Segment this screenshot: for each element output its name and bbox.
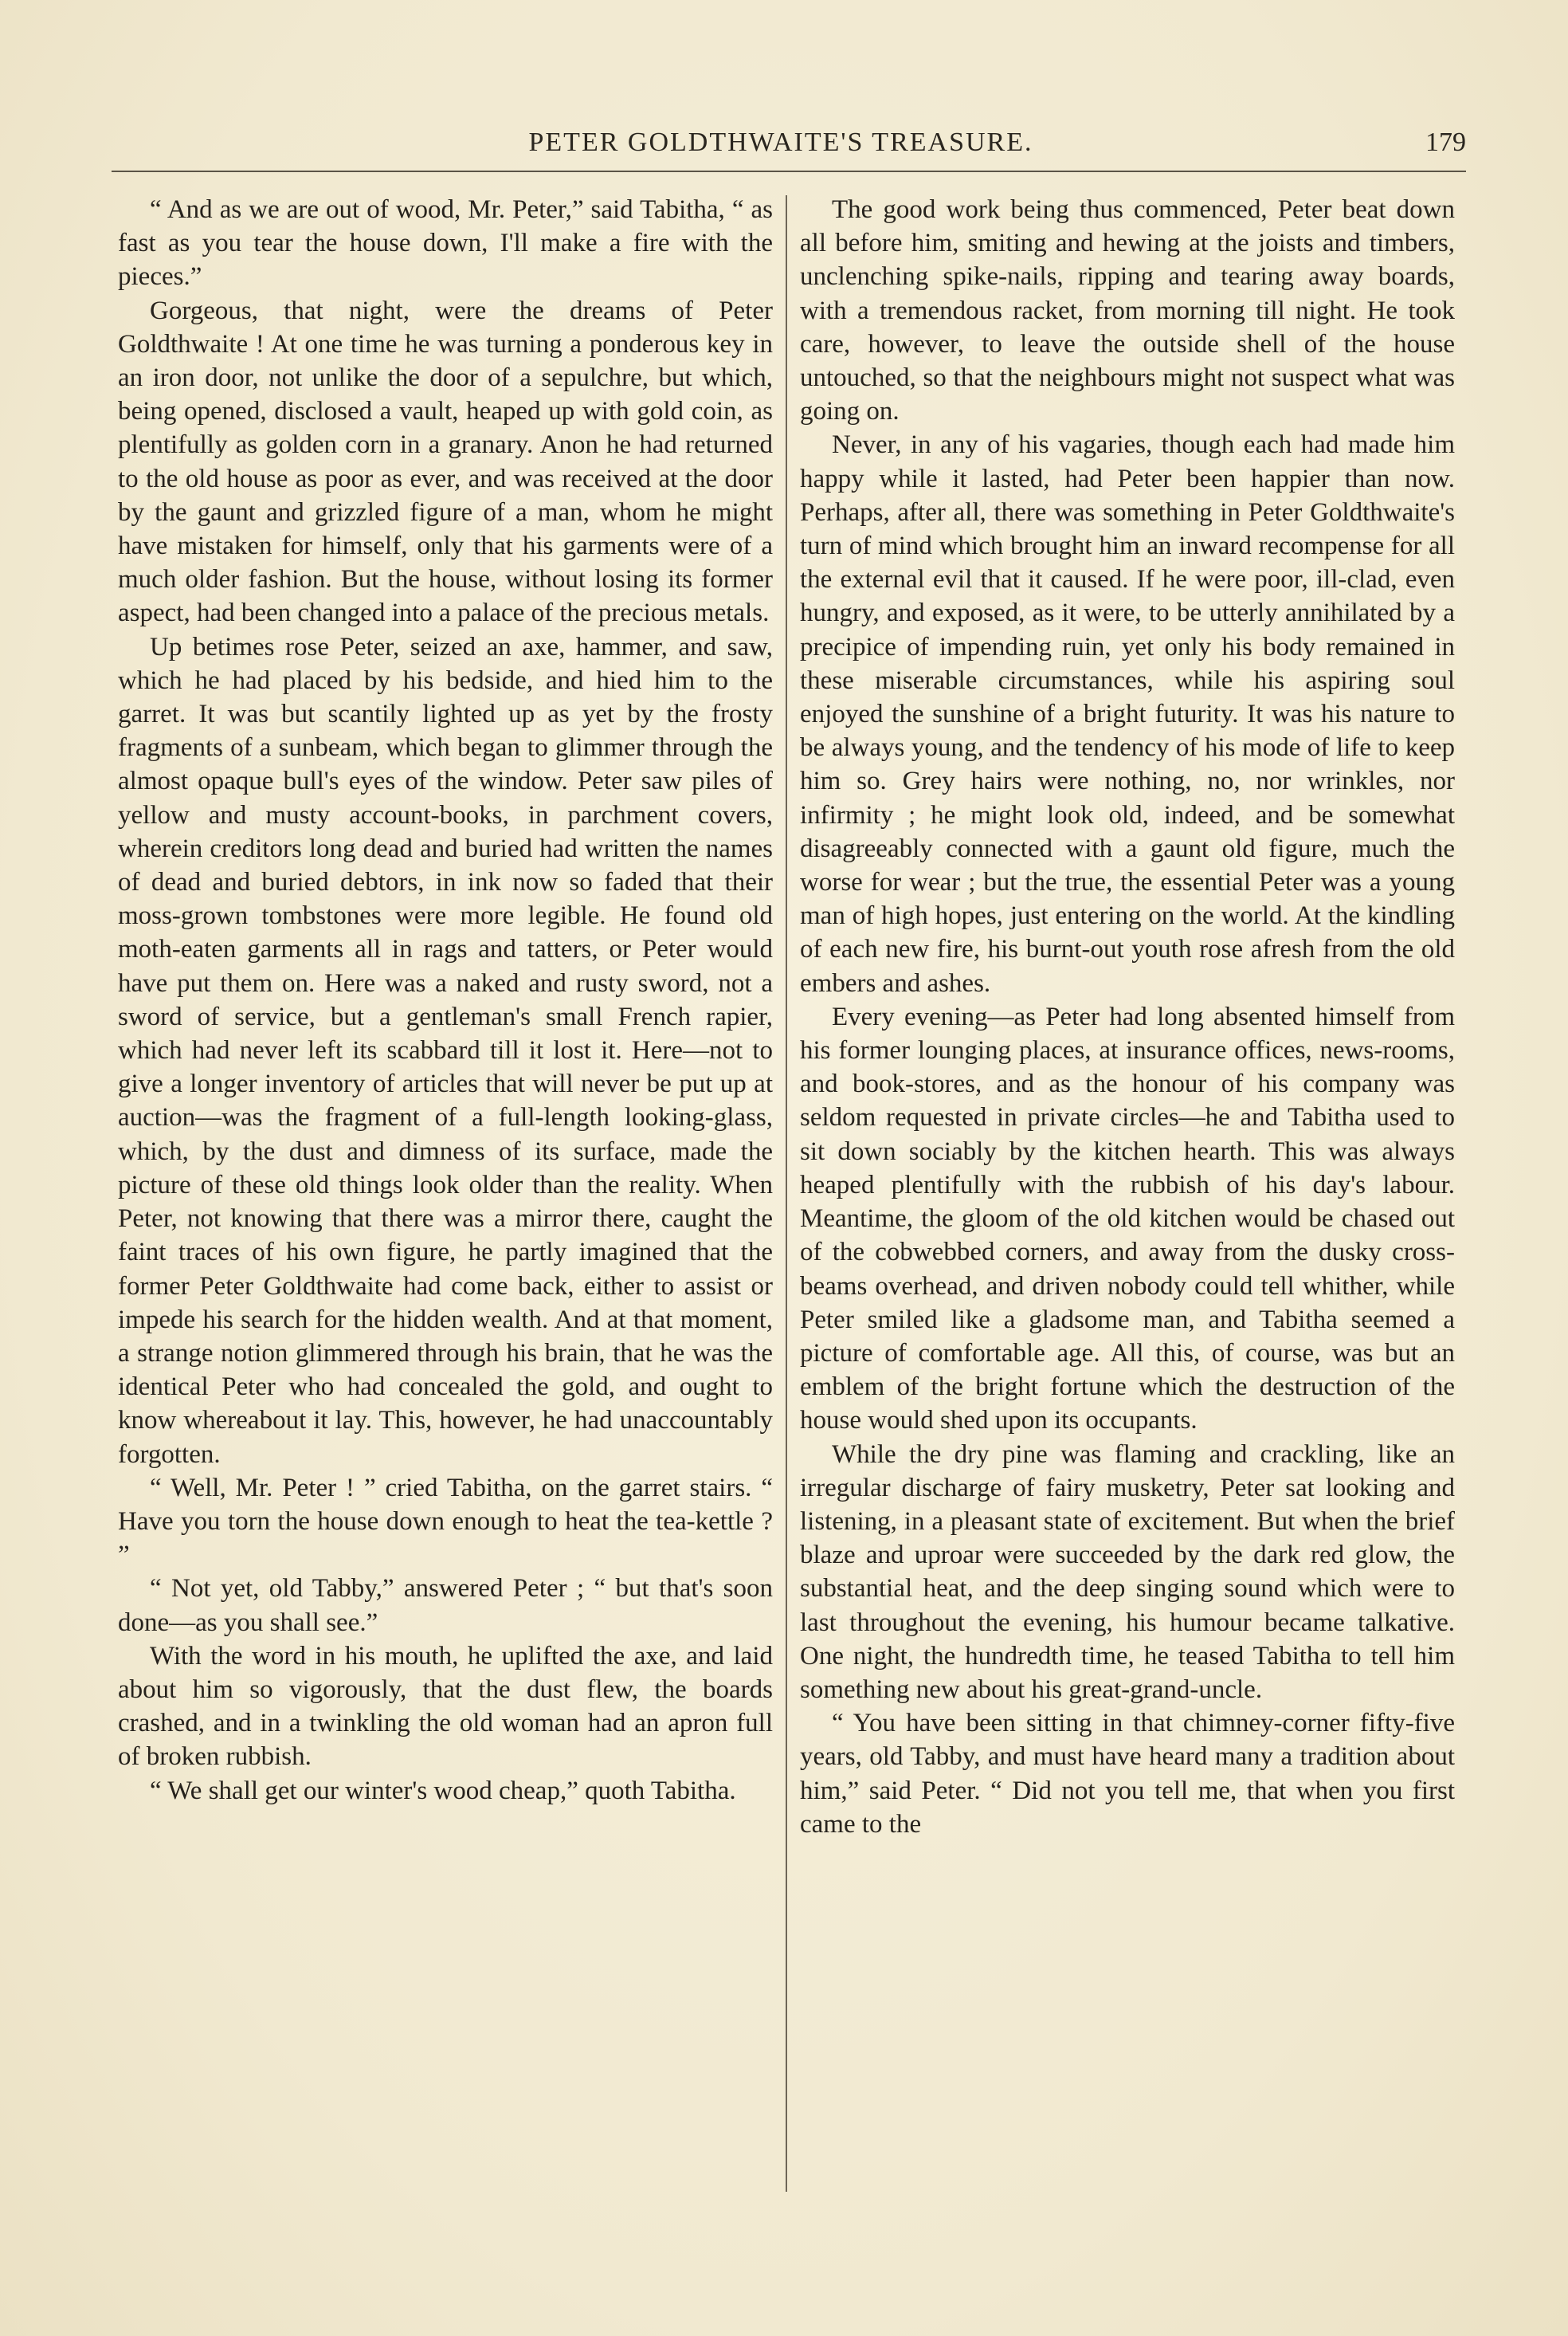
paragraph: Every evening—as Peter had long absented himself from his former lounging places, at insurance offices, news-rooms, and book-stores, and as the honour of his company was seldom requested in private circles—he and Tabitha used to sit down sociably by the kitchen hearth. This was always heaped plentifully with the rubbish of his day's labour. Meantime, the gloom of the old kitchen would be chased out of the cobwebbed corners, and away from the dusky cross-beams overhead, and driven nobody could tell whither, while Peter smiled like a gladsome man, and Tabitha seemed a picture of comfortable age. All this, of course, was but an emblem of the bright fortune which the destruction of the house would shed upon its occupants. xyxy=(800,1002,1455,1435)
paragraph: Gorgeous, that night, were the dreams of Peter Goldthwaite ! At one time he was turning a ponderous key in an iron door, not unlike the door of a sepulchre, but which, being opened, disclosed a vault, heaped up with gold coin, as plentifully as golden corn in a granary. Anon he had returned to the old house as poor as ever, and was received at the door by the gaunt and grizzled figure of a man, whom he might have mistaken for himself, only that his garments were of a much older fashion. But the house, without losing its former aspect, had been changed into a palace of the precious metals. xyxy=(118,296,773,628)
paragraph: “ Not yet, old Tabby,” answered Peter ; “ but that's soon done—as you shall see.” xyxy=(118,1574,773,1637)
left-column xyxy=(118,193,773,1808)
paragraph: With the word in his mouth, he uplifted the axe, and laid about him so vigorously, that the dust flew, the boards crashed, and in a twinkling the old woman had an apron full of broken rubbish. xyxy=(118,1641,773,1772)
paragraph: Up betimes rose Peter, seized an axe, hammer, and saw, which he had placed by his bedside, and hied him to the garret. It was but scantily lighted up as yet by the frosty fragments of a sunbeam, which began to glimmer through the almost opaque bull's eyes of the window. Peter saw piles of yellow and musty account-books, in parchment covers, wherein creditors long dead and buried had written the names of dead and buried debtors, in ink now so faded that their moss-grown tombstones were more legible. He found old moth-eaten garments all in rags and tatters, or Peter would have put them on. Here was a naked and rusty sword, not a sword of service, but a gentleman's small French rapier, which had never left its scabbard till it lost it. Here—not to give a longer inventory of articles that will never be put up at auction—was the fragment of a full-length looking-glass, which, by the dust and dimness of its surface, made the picture of these old things look older than the reality. When Peter, not knowing that there was a mirror there, caught the faint traces of his own figure, he partly imagined that the former Peter Goldthwaite had come back, either to assist or impede his search for the hidden wealth. And at that moment, a strange notion glimmered through his brain, that he was the identical Peter who had concealed the gold, and ought to know whereabout it lay. This, however, he had unaccountably forgotten. xyxy=(118,632,773,1469)
paragraph: “ You have been sitting in that chimney-corner fifty-five years, old Tabby, and must have heard many a tradition about him,” said Peter. “ Did not you tell me, that when you first came to the xyxy=(800,1709,1455,1839)
paragraph: The good work being thus commenced, Peter beat down all before him, smiting and hewing at the joists and timbers, unclenching spike-nails, ripping and tearing away boards, with a tremendous racket, from morning till night. He took care, however, to leave the outside shell of the house untouched, so that the neighbours might not suspect what was going on. xyxy=(800,195,1455,426)
running-title: PETER GOLDTHWAITE'S TREASURE. xyxy=(528,128,1033,157)
column-divider xyxy=(786,195,787,2192)
paragraph: “ We shall get our winter's wood cheap,” quoth Tabitha. xyxy=(150,1776,736,1805)
paragraph: “ Well, Mr. Peter ! ” cried Tabitha, on the garret stairs. “ Have you torn the house down enough to heat the tea-kettle ? ” xyxy=(118,1473,773,1570)
paragraph: Never, in any of his vagaries, though each had made him happy while it lasted, had Peter been happier than now. Perhaps, after all, there was something in Peter Goldthwaite's turn of mind which brought him an inward recompense for all the external evil that it caused. If he were poor, ill-clad, even hungry, and exposed, as it were, to be utterly annihilated by a precipice of impending ruin, yet only his body remained in these miserable circumstances, while his aspiring soul enjoyed the sunshine of a bright futurity. It was his nature to be always young, and the tendency of his mode of life to keep him so. Grey hairs were nothing, no, nor wrinkles, nor infirmity ; he might look old, indeed, and be somewhat disagreeably connected with a gaunt old figure, much the worse for wear ; but the true, the essential Peter was a young man of high hopes, just entering on the world. At the kindling of each new fire, his burnt-out youth rose afresh from the old embers and ashes. xyxy=(800,430,1455,998)
paragraph: While the dry pine was flaming and crackling, like an irregular discharge of fairy musketry, Peter sat looking and listening, in a pleasant state of excitement. But when the brief blaze and uproar were succeeded by the dark red glow, the substantial heat, and the deep singing sound which were to last throughout the evening, his humour became talkative. One night, the hundredth time, he teased Tabitha to tell him something new about his great-grand-uncle. xyxy=(800,1439,1455,1704)
header-rule xyxy=(112,171,1466,172)
paragraph: “ And as we are out of wood, Mr. Peter,” said Tabitha, “ as fast as you tear the house down, I'll make a fire with the pieces.” xyxy=(118,195,773,292)
page-number: 179 xyxy=(1425,128,1466,157)
right-column xyxy=(800,193,1455,1841)
